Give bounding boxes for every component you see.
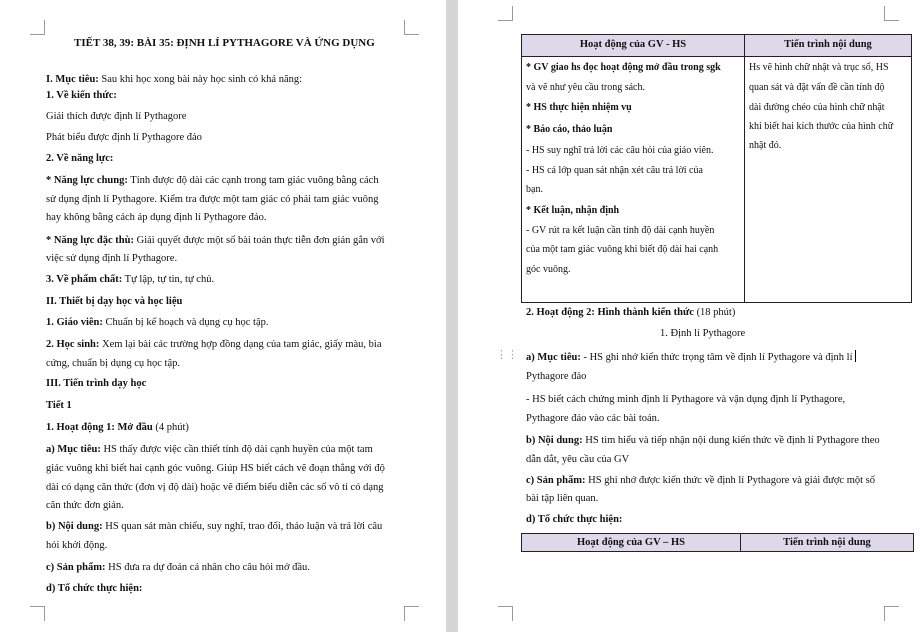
table-cell-line: nhật đó. — [749, 140, 782, 151]
table-rule — [744, 35, 745, 302]
table-cell-line: bạn. — [526, 184, 543, 195]
table-cell-line: quan sát và đặt vấn đề cần tính độ — [749, 82, 885, 93]
table-cell-line: * Kết luận, nhận định — [526, 205, 620, 216]
table-cell-line: * HS thực hiện nhiệm vụ — [526, 102, 632, 113]
section-heading: I. Mục tiêu: — [46, 74, 99, 85]
paragraph-line — [526, 434, 880, 447]
paragraph-line: Giải thích được định lí Pythagore — [46, 111, 187, 122]
objectives-line — [46, 73, 302, 86]
paragraph-line — [46, 174, 379, 187]
activity-table-2 — [521, 533, 914, 552]
table-cell-line: Hs vẽ hình chữ nhật và trục số, HS — [749, 62, 889, 73]
table-cell-line: góc vuông. — [526, 264, 571, 275]
text: HS thấy được việc cần thiết tính độ dài cạnh huyền của một tam — [100, 444, 373, 455]
table-header-cell: Tiến trình nội dung — [741, 534, 913, 551]
inline-label: 2. Học sinh: — [46, 339, 100, 350]
document-page-right — [458, 0, 920, 632]
paragraph-line — [526, 474, 875, 487]
paragraph-line: Phát biểu được định lí Pythagore đảo — [46, 132, 202, 143]
paragraph-line: giác vuông khi biết hai cạnh góc vuông. Giúp HS biết cách vẽ đoạn thẳng với độ — [46, 463, 385, 474]
text: Chuẩn bị kế hoạch và dụng cụ học tập. — [102, 317, 269, 328]
paragraph-line: dẫn dắt, yêu cầu của GV — [526, 454, 630, 465]
text: - HS ghi nhớ kiến thức trọng tâm về định lí Pythagore và định lí — [580, 352, 853, 363]
text: Sau khi học xong bài này học sinh có khả năng: — [98, 74, 303, 85]
section-heading: III. Tiến trình dạy học — [46, 378, 147, 389]
inline-label: * Năng lực đặc thù: — [46, 235, 134, 246]
inline-label: 3. Về phẩm chất: — [46, 274, 123, 285]
inline-label: b) Nội dung: — [526, 435, 583, 446]
lesson-title: TIẾT 38, 39: BÀI 35: ĐỊNH LÍ PYTHAGORE VÀ ỨNG DỤNG — [74, 37, 375, 49]
text-caret — [855, 350, 856, 362]
table-cell-line: dài đường chéo của hình chữ nhật — [749, 102, 885, 113]
table-cell-line: - GV rút ra kết luận cần tính độ dài cạnh huyền — [526, 225, 715, 236]
table-cell-line: của một tam giác vuông khi biết độ dài hai cạnh — [526, 244, 719, 255]
inline-label: c) Sản phẩm: — [46, 562, 106, 573]
margin-mark-bottom-left — [498, 606, 513, 621]
paragraph-line[interactable] — [526, 350, 856, 364]
paragraph-line: cứng, chuẩn bị dụng cụ học tập. — [46, 358, 180, 369]
paragraph-line — [46, 316, 269, 329]
paragraph-line: hay không bằng cách áp dụng định lí Pythagore đảo. — [46, 212, 267, 223]
section-heading: d) Tổ chức thực hiện: — [46, 583, 143, 594]
inline-label: b) Nội dung: — [46, 521, 103, 532]
inline-label: a) Mục tiêu: — [526, 352, 581, 363]
text: (4 phút) — [152, 422, 189, 433]
text: HS quan sát màn chiếu, suy nghĩ, trao đổi, thảo luận và trả lời câu — [102, 521, 383, 532]
paragraph-line: Pythagore đảo vào các bài toán. — [526, 413, 660, 424]
table-header-cell: Hoạt động của GV - HS — [522, 35, 744, 56]
paragraph-line — [46, 273, 214, 286]
section-heading: 1. Về kiến thức: — [46, 90, 117, 101]
table-cell-line: * Báo cáo, thảo luận — [526, 124, 613, 135]
table-header-cell: Tiến trình nội dung — [745, 35, 911, 56]
paragraph-line — [46, 234, 385, 247]
paragraph-line — [46, 443, 373, 456]
margin-mark-top-right — [404, 20, 419, 35]
section-heading: d) Tổ chức thực hiện: — [526, 514, 623, 525]
text: HS ghi nhớ được kiến thức về định lí Pythagore và giải được một số — [585, 475, 875, 486]
activity-heading — [526, 306, 735, 319]
paragraph-line: Pythagore đảo — [526, 371, 587, 382]
table-cell-line: khi biết hai kích thước của hình chữ — [749, 121, 894, 132]
subsection-heading: 1. Định lí Pythagore — [660, 328, 746, 339]
table-cell-line — [526, 61, 721, 74]
section-heading: Tiết 1 — [46, 400, 72, 411]
table-header-cell: Hoạt động của GV – HS — [522, 534, 740, 551]
inline-label: 2. Hoạt động 2: Hình thành kiến thức — [526, 307, 694, 318]
margin-mark-top-left — [498, 6, 513, 21]
paragraph-line: căn thức đơn giản. — [46, 500, 124, 511]
inline-label: c) Sản phẩm: — [526, 475, 586, 486]
text: Tính được độ dài các cạnh trong tam giác vuông bằng cách — [127, 175, 379, 186]
inline-label: * Năng lực chung: — [46, 175, 128, 186]
table-rule — [522, 56, 911, 57]
text: HS tìm hiểu và tiếp nhận nội dung kiến thức về định lí Pythagore theo — [582, 435, 880, 446]
margin-mark-bottom-left — [30, 606, 45, 621]
inline-label: a) Mục tiêu: — [46, 444, 101, 455]
paragraph-line: - HS biết cách chứng minh định lí Pythagore và vận dụng định lí Pythagore, — [526, 394, 846, 405]
margin-mark-bottom-right — [404, 606, 419, 621]
section-heading: II. Thiết bị dạy học và học liệu — [46, 296, 183, 307]
activity-table-1 — [521, 34, 912, 303]
paragraph-line: dài có dạng căn thức (đơn vị độ dài) hoặc vẽ điểm biểu diễn các số vô tỉ có dạng — [46, 482, 384, 493]
text: Giải quyết được một số bài toán thực tiễn đơn giản gắn với — [133, 235, 385, 246]
margin-mark-bottom-right — [884, 606, 899, 621]
paragraph-line: việc sử dụng định lí Pythagore. — [46, 253, 178, 264]
drag-handle-icon[interactable]: ⋮⋮ — [496, 348, 518, 361]
inline-label: 1. Hoạt động 1: Mở đầu — [46, 422, 153, 433]
table-cell-line: và vẽ như yêu cầu trong sách. — [526, 82, 645, 93]
text: Tự lập, tự tin, tự chủ. — [122, 274, 215, 285]
margin-mark-top-right — [884, 6, 899, 21]
paragraph-line — [46, 520, 382, 533]
text: (18 phút) — [693, 307, 736, 318]
paragraph-line — [46, 561, 310, 574]
document-page-left — [0, 0, 446, 632]
inline-label: 1. Giáo viên: — [46, 317, 103, 328]
paragraph-line: hỏi khởi động. — [46, 540, 108, 551]
section-heading: 2. Về năng lực: — [46, 153, 114, 164]
page-gap — [446, 0, 458, 632]
text: * GV giao hs đọc hoạt động mở đầu trong sgk — [526, 62, 721, 73]
paragraph-line — [46, 338, 382, 351]
table-cell-line: - HS cả lớp quan sát nhận xét câu trả lời của — [526, 165, 703, 176]
paragraph-line: sử dụng định lí Pythagore. Kiểm tra được một tam giác có phải tam giác vuông — [46, 194, 379, 205]
table-cell-line: - HS suy nghĩ trả lời các câu hỏi của giáo viên. — [526, 145, 714, 156]
paragraph-line: bài tập liên quan. — [526, 493, 599, 504]
activity-heading — [46, 421, 189, 434]
margin-mark-top-left — [30, 20, 45, 35]
text: HS đưa ra dự đoán cá nhân cho câu hỏi mở đầu. — [105, 562, 310, 573]
text: Xem lại bài các trường hợp đồng dạng của tam giác, giấy màu, bìa — [99, 339, 382, 350]
